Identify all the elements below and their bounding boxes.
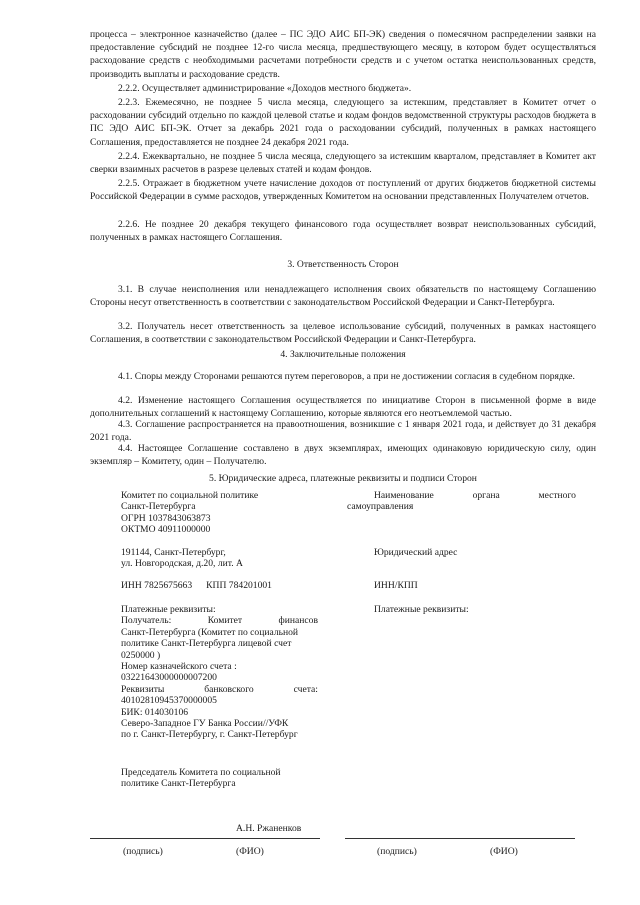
left-party-ogrn: ОГРН 1037843063873 bbox=[121, 512, 211, 524]
right-name-word-1: Наименование bbox=[374, 490, 434, 501]
paragraph-continuation: процесса – электронное казначейство (далее – ПС ЭДО АИС БП-ЭК) сведения о помесячном распределении заявки на предоставление субсидий не позднее 12-го числа месяца, предшествующего месяцу, в котором будет осуществляться расходование средств с необходимыми расчетами потребности средств и с учетом остатка неиспользованных средств, производить выплаты и расходование средств. bbox=[90, 29, 596, 80]
left-signature-caption: (подпись) bbox=[123, 846, 163, 857]
bank-word-3: счета: bbox=[293, 683, 318, 695]
bank-account-label-line bbox=[121, 684, 318, 695]
recipient-line-2: Санкт-Петербурга (Комитет по социальной bbox=[121, 626, 299, 638]
left-signer bbox=[121, 767, 318, 790]
recipient-line-3: политике Санкт-Петербурга лицевой счет bbox=[121, 638, 292, 650]
right-party-name-line bbox=[374, 490, 576, 501]
left-party-block bbox=[121, 490, 318, 536]
paragraph-4-3: 4.3. Соглашение распространяется на правоотношения, возникшие с 1 января 2021 года, и действует до 31 декабря 2021 года. bbox=[90, 419, 596, 444]
right-name-word-2: органа bbox=[472, 490, 500, 501]
bank-word-1: Реквизиты bbox=[121, 683, 165, 695]
paragraph-4-4: 4.4. Настоящее Соглашение составлено в двух экземплярах, имеющих одинаковую юридическую силу, один экземпляр – Комитету, один – Получателю. bbox=[90, 443, 596, 468]
right-signature-line bbox=[345, 838, 575, 839]
right-party-payment-label: Платежные реквизиты: bbox=[374, 604, 469, 615]
paragraph-4-2: 4.2. Изменение настоящего Соглашения осуществляется по инициативе Сторон в письменной форме в виде дополнительных соглашений к настоящему Соглашению, которые являются его неотъемлемой частью. bbox=[90, 395, 596, 420]
right-fio-caption: (ФИО) bbox=[490, 846, 518, 857]
right-name-word-3: местного bbox=[538, 490, 576, 501]
left-inn: ИНН 7825675663 bbox=[121, 580, 193, 591]
right-party-block bbox=[374, 490, 576, 501]
left-address-line-2: ул. Новгородская, д.20, лит. А bbox=[121, 558, 243, 570]
section-4-heading: 4. Заключительные положения bbox=[280, 349, 406, 360]
recipient-word-2: Комитет bbox=[207, 615, 243, 627]
treasury-account-value: 03221643000000007200 bbox=[121, 672, 217, 684]
left-party-inn-kpp bbox=[121, 580, 318, 591]
paragraph-2-2-5: 2.2.5. Отражает в бюджетном учете начисление доходов от поступлений от других бюджетов бюджетной системы Российской Федерации в сумме расходов, утвержденных Комитетом на основании представленных Получателем отчетов. bbox=[90, 178, 596, 203]
signer-title-line-2: политике Санкт-Петербурга bbox=[121, 778, 236, 790]
paragraph-4-1: 4.1. Споры между Сторонами решаются путем переговоров, а при не достижении согласия в судебном порядке. bbox=[118, 371, 575, 382]
left-party-oktmo: ОКТМО 40911000000 bbox=[121, 524, 211, 536]
section-5-heading: 5. Юридические адреса, платежные реквизиты и подписи Сторон bbox=[209, 473, 477, 484]
treasury-account-label: Номер казначейского счета : bbox=[121, 661, 237, 673]
left-signature-line bbox=[90, 838, 320, 839]
paragraph-2-2-4: 2.2.4. Ежеквартально, не позднее 5 числа месяца, следующего за истекшим кварталом, представляет в Комитет акт сверки взаимных расчетов в разрезе целевых статей и кодам фондов. bbox=[90, 151, 596, 176]
paragraph-3-1: 3.1. В случае неисполнения или ненадлежащего исполнения своих обязательств по настоящему Соглашению Стороны несут ответственность в соответствии с законодательством Российской Федерации и Санкт-Петербурга. bbox=[90, 284, 596, 309]
bank-name-line-1: Северо-Западное ГУ Банка России//УФК bbox=[121, 718, 289, 730]
right-signature-caption: (подпись) bbox=[377, 846, 417, 857]
left-kpp: КПП 784201001 bbox=[206, 580, 272, 591]
paragraph-2-2-3: 2.2.3. Ежемесячно, не позднее 5 числа месяца, следующего за истекшим, представляет в Комитет отчет о расходовании субсидий отдельно по каждой целевой статье и кодам фондов ведомственной структуры расходов бюджета в ПС ЭДО АИС БП-ЭК. Отчет за декабрь 2021 года о расходовании субсидий, полученных в рамках настоящего Соглашения, предоставляется не позднее 24 декабря 2021 года. bbox=[90, 97, 596, 148]
paragraph-3-2: 3.2. Получатель несет ответственность за целевое использование субсидий, полученных в рамках настоящего Соглашения, в соответствии с законодательством Российской Федерации и Санкт-Петербурга. bbox=[90, 321, 596, 346]
signer-title-line-1: Председатель Комитета по социальной bbox=[121, 767, 281, 778]
right-party-name-2: самоуправления bbox=[347, 501, 414, 512]
paragraph-2-2-6: 2.2.6. Не позднее 20 декабря текущего финансового года осуществляет возврат неиспользованных субсидий, полученных в рамках настоящего Соглашения. bbox=[90, 219, 596, 244]
recipient-line-4: 0250000 ) bbox=[121, 649, 161, 661]
left-address-line-1: 191144, Санкт-Петербург, bbox=[121, 547, 226, 558]
bank-account-value: 40102810945370000005 bbox=[121, 695, 217, 707]
recipient-word-3: финансов bbox=[278, 615, 318, 627]
left-fio-caption: (ФИО) bbox=[236, 846, 264, 857]
signer-name: А.Н. Ржаненков bbox=[236, 823, 302, 834]
paragraph-2-2-2: 2.2.2. Осуществляет администрирование «Доходов местного бюджета». bbox=[118, 83, 412, 94]
left-party-name: Комитет по социальной политике bbox=[121, 490, 259, 501]
section-3-heading: 3. Ответственность Сторон bbox=[287, 259, 399, 270]
left-payment-label: Платежные реквизиты: bbox=[121, 604, 216, 615]
right-party-address: Юридический адрес bbox=[374, 547, 458, 558]
bank-word-2: банковского bbox=[204, 683, 254, 695]
left-party-payment bbox=[121, 604, 318, 741]
left-recipient-line bbox=[121, 615, 318, 626]
right-party-inn-kpp: ИНН/КПП bbox=[374, 580, 418, 591]
bank-name-line-2: по г. Санкт-Петербургу, г. Санкт-Петербург bbox=[121, 729, 298, 741]
left-party-address bbox=[121, 547, 318, 570]
left-party-name-2: Санкт-Петербурга bbox=[121, 501, 196, 513]
recipient-word-1: Получатель: bbox=[121, 615, 172, 627]
bik: БИК: 014030106 bbox=[121, 706, 189, 718]
